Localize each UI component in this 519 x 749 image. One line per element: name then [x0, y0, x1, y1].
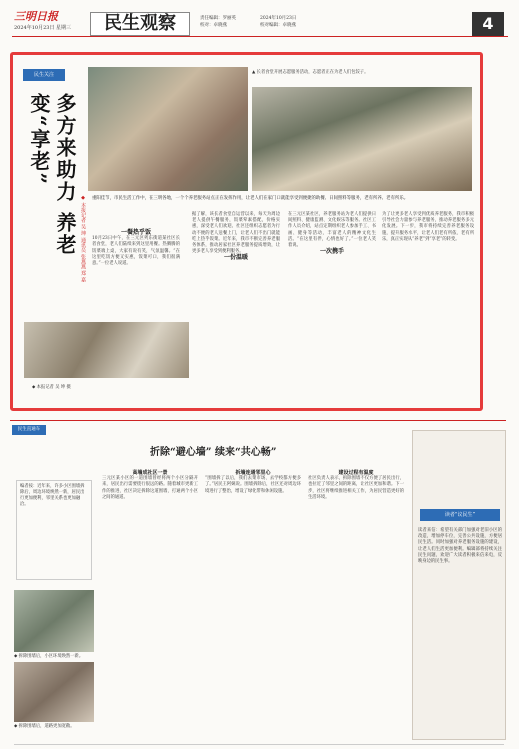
- news-photo: [252, 87, 472, 191]
- article-column: [192, 212, 280, 410]
- sidebar-title: 读者“议民生”: [420, 509, 500, 521]
- photo-caption: ◆ 本报记者 吴 坤 摄: [32, 385, 71, 390]
- column-text: 10月23日中午，在三元区列东街道某社区长者食堂，老人们陆续来到这里用餐。热腾腾的饭菜端上桌，大家有说有笑，气氛温馨。“在这里吃饭方便又实惠，饭菜可口，我们很满意。”一位老人说道。: [92, 236, 180, 267]
- photo-caption: ▲ 长者食堂开展志愿服务活动，志愿者正在为老人们包饺子。: [252, 70, 369, 75]
- column-text: “围墙拆了以后，我们去菜市场、去学校都方便多了。”居民王阿姨说。围墙拆除后，社区还对周边环境进行了整治，增设了绿化带和休闲设施。: [205, 476, 301, 494]
- article-column: [308, 470, 404, 730]
- article-column: [382, 212, 474, 410]
- editor-note: 编者按：近年来，许多小区围墙拆除后，周边环境焕然一新，居民出行更加便利，邻里关系也更加融洽。: [16, 480, 92, 580]
- editor-line: 校对：卓晓燕: [200, 23, 227, 28]
- section-tag: 民生直通车: [12, 425, 46, 435]
- article-headline: 多方来助力 养老变“享老”: [27, 93, 77, 256]
- section-tag: 民生关注: [23, 69, 65, 81]
- section-title: 民生观察: [90, 12, 190, 36]
- article-column: [205, 470, 301, 730]
- photo-caption: ◆ 拆除围墙后，小区环境焕然一新。: [14, 654, 84, 659]
- subheading: 一次携手: [319, 248, 344, 256]
- header-divider: [12, 36, 508, 37]
- article-column: [102, 470, 198, 730]
- footer-rule: [14, 744, 504, 745]
- subheading: 一份温暖: [223, 254, 248, 262]
- masthead-title: 三明日报: [14, 10, 58, 23]
- subheading: 建设过程有温度: [338, 470, 374, 476]
- news-photo: [24, 322, 189, 378]
- article-column: [92, 230, 180, 320]
- editor-info: [200, 15, 236, 29]
- subheading: 拆墙连通邻里心: [235, 470, 271, 476]
- article-headline: 折除“避心墙” 续来“共心畅”: [150, 447, 277, 458]
- subheading: 一餐热乎饭: [120, 229, 151, 236]
- news-photo: [88, 67, 248, 191]
- section-divider: [10, 420, 506, 421]
- column-text: 据了解，该长者食堂自运营以来，每天为周边老人提供午餐服务，饭菜荤素搭配，价格实惠，深受老人们欢迎。社区还组织志愿者为行动不便的老人送餐上门，让老人们不出门就能吃上热乎饭菜。近年来，我市不断完善养老服务体系，推动居家社区养老服务提质增效，让更多老人享受到便利服务。: [192, 212, 280, 255]
- editor-line: 校对编辑：卓晓燕: [260, 23, 296, 28]
- column-text: 在三元区某社区，养老服务站为老人们提供日间照料、健康监测、文化娱乐等服务。社区工作人员介绍，站点定期组织老人参加手工、书画、健身等活动，丰富老人的精神文化生活。“在这里有伴，心情也好了。”一位老人笑着说。: [288, 212, 376, 249]
- subheading: 高墙成社区一景: [132, 470, 168, 476]
- article-byline: ◆ 本报记者 吴 坤 通讯员 张燕燕 郑 嘉: [80, 195, 86, 283]
- masthead-date: 2024年10月23日 星期三: [14, 25, 72, 31]
- editor-line: 责任编辑：罗丽英: [200, 16, 236, 21]
- news-photo: [14, 590, 94, 652]
- column-text: 三元区某小区的一道围墙曾经将两个小区分隔开来，居民出行需要绕行很远的路。随着城市更新工作的推进，社区决定拆除这道围墙，打通两个小区之间的通道。: [102, 476, 198, 500]
- column-text: 社区负责人表示，拆除围墙不仅方便了居民出行，也拉近了邻里之间的距离，让社区更加和谐。下一步，社区将继续推进相关工作，为居民营造更好的生活环境。: [308, 476, 404, 500]
- editor-info-2: [260, 15, 296, 29]
- article-lead: 重阳佳节，市民生活工作中，在三明各地，一个个养老服务站点正在发挥作用，让老人们在家门口就能享受到便捷的助餐、日间照料等服务，老有所养、老有所乐。: [92, 196, 409, 201]
- photo-caption: ◆ 拆除围墙后，道路更加宽敞。: [14, 724, 75, 729]
- column-text: 为了让更多老人享受到优质养老服务，我市积极引导社会力量参与养老服务，推动养老服务多元化发展。下一步，我市将持续完善养老服务设施，提升服务水平，让老人们老有所依、老有所乐，真正实现从“养老”到“享老”的转变。: [382, 212, 474, 242]
- sidebar-text: 读者来信：希望有关部门加强对老旧小区的改造，增加停车位，完善公共设施，方便居民生活。同时加强对养老服务设施的建设，让老人们生活更加便利。编辑部将持续关注民生问题，欢迎广大读者积极来信来电，反映身边的民生事。: [418, 528, 502, 565]
- article-column: [288, 212, 376, 410]
- editor-line: 2024年10月23日: [260, 16, 297, 21]
- page-number: 4: [472, 12, 504, 36]
- news-photo: [14, 662, 94, 722]
